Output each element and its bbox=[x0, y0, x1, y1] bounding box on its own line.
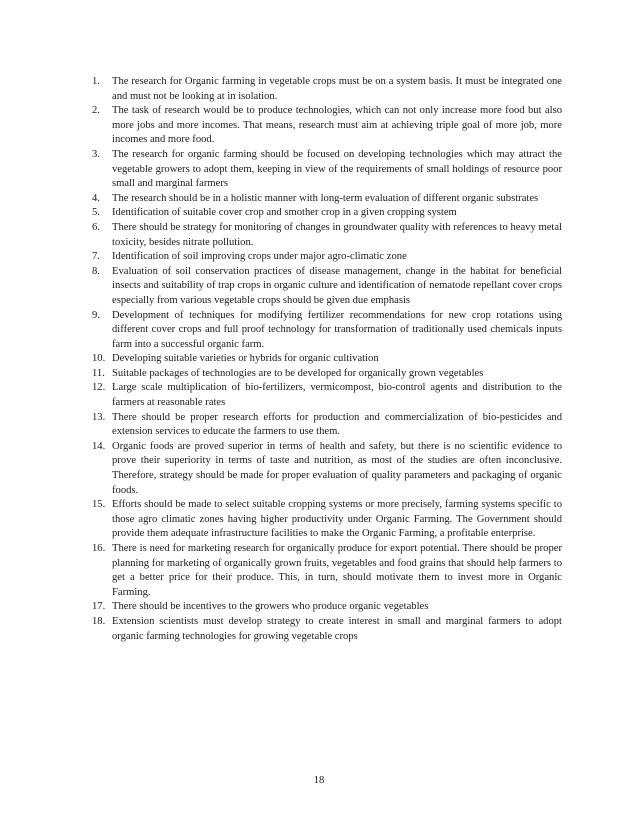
list-item bbox=[92, 148, 562, 192]
item-number: 12. bbox=[92, 382, 106, 394]
list-item bbox=[92, 542, 562, 600]
item-number: 11. bbox=[92, 367, 105, 379]
item-text: There is need for marketing research for organically produce for export potential. There should be proper planning for marketing of organically grown fruits, vegetables and food grains that should help farmers to get a better price for their produce. This, in turn, should motivate them to invest more in Organic Farming. bbox=[112, 543, 562, 598]
list-item bbox=[92, 440, 562, 498]
item-number: 6. bbox=[92, 221, 100, 233]
page-number: 18 bbox=[313, 775, 325, 786]
item-text: The task of research would be to produce technologies, which can not only increase more food but also more jobs and more incomes. That means, research must aim at achieving triple goal of more job, more incomes and more food. bbox=[112, 105, 562, 146]
list-item bbox=[92, 498, 562, 542]
list-item bbox=[92, 250, 562, 265]
item-number: 15. bbox=[92, 499, 106, 511]
list-item bbox=[92, 206, 562, 221]
item-text: Evaluation of soil conservation practices of disease management, change in the habitat for beneficial insects and suitability of trap crops in organic culture and identification of nematode repellant cover crops especially from various vegetable crops should be given due emphasis bbox=[112, 265, 562, 306]
item-number: 1. bbox=[92, 76, 100, 87]
item-text: Identification of suitable cover crop and smother crop in a given cropping system bbox=[112, 207, 457, 219]
list-item bbox=[92, 104, 562, 148]
item-text: There should be proper research efforts for production and commercialization of bio-pesticides and extension services to educate the farmers to use them. bbox=[112, 411, 562, 438]
list-item bbox=[92, 309, 562, 353]
item-number: 5. bbox=[92, 207, 100, 219]
list-item bbox=[92, 411, 562, 440]
item-number: 17. bbox=[92, 601, 106, 613]
item-number: 10. bbox=[92, 353, 106, 365]
item-number: 18. bbox=[92, 615, 106, 627]
item-text: Developing suitable varieties or hybrids for organic cultivation bbox=[112, 353, 379, 365]
list-item bbox=[92, 265, 562, 309]
item-number: 4. bbox=[92, 192, 100, 204]
item-text: The research for organic farming should be focused on developing technologies which may attract the vegetable growers to adopt them, keeping in view of the requirements of small holdings of resource poor small and marginal farmers bbox=[112, 148, 562, 190]
item-text: Organic foods are proved superior in terms of health and safety, but there is no scientific evidence to prove their superiority in terms of taste and nutrition, as most of the studies are often inconclusive. Therefore, strategy should be made for proper evaluation of quality parameters and packaging of organic foods. bbox=[112, 440, 562, 496]
list-item bbox=[92, 615, 562, 644]
item-text: Extension scientists must develop strategy to create interest in small and marginal farmers to adopt organic farming technologies for growing vegetable crops bbox=[112, 615, 562, 642]
list-item bbox=[92, 381, 562, 410]
item-number: 13. bbox=[92, 411, 106, 423]
item-number: 7. bbox=[92, 251, 100, 263]
item-text: The research for Organic farming in vegetable crops must be on a system basis. It must be integrated one and must not be looking at in isolation. bbox=[112, 76, 562, 102]
item-number: 14. bbox=[92, 440, 106, 452]
list-item bbox=[92, 192, 562, 207]
research-priorities-list bbox=[92, 75, 562, 644]
item-text: Development of techniques for modifying fertilizer recommendations for new crop rotations using different cover crops and full proof technology for transformation of traditionally used chemicals inputs farm into a successful organic farm. bbox=[112, 309, 562, 350]
item-number: 8. bbox=[92, 265, 100, 277]
list-item bbox=[92, 221, 562, 250]
list-item bbox=[92, 367, 562, 382]
item-text: The research should be in a holistic manner with long-term evaluation of different organic substrates bbox=[112, 192, 539, 204]
item-number: 9. bbox=[92, 309, 100, 321]
list-item bbox=[92, 600, 562, 615]
list-item bbox=[92, 352, 562, 367]
item-text: Suitable packages of technologies are to be developed for organically grown vegetables bbox=[112, 367, 484, 379]
item-text: There should be strategy for monitoring of changes in groundwater quality with references to heavy metal toxicity, besides nitrate pollution. bbox=[112, 221, 562, 248]
item-number: 3. bbox=[92, 148, 100, 160]
item-number: 16. bbox=[92, 543, 106, 554]
item-text: Efforts should be made to select suitable cropping systems or more precisely, farming systems specific to those agro climatic zones having higher productivity under Organic Farming. The Government should provide them adequate infrastructure facilities to make the Organic Farming, a profitable enterprise. bbox=[112, 499, 562, 540]
item-text: There should be incentives to the growers who produce organic vegetables bbox=[112, 601, 429, 613]
item-text: Identification of soil improving crops under major agro-climatic zone bbox=[112, 251, 407, 263]
item-number: 2. bbox=[92, 105, 100, 117]
item-text: Large scale multiplication of bio-fertilizers, vermicompost, bio-control agents and distribution to the farmers at reasonable rates bbox=[112, 382, 562, 409]
list-item bbox=[92, 75, 562, 104]
